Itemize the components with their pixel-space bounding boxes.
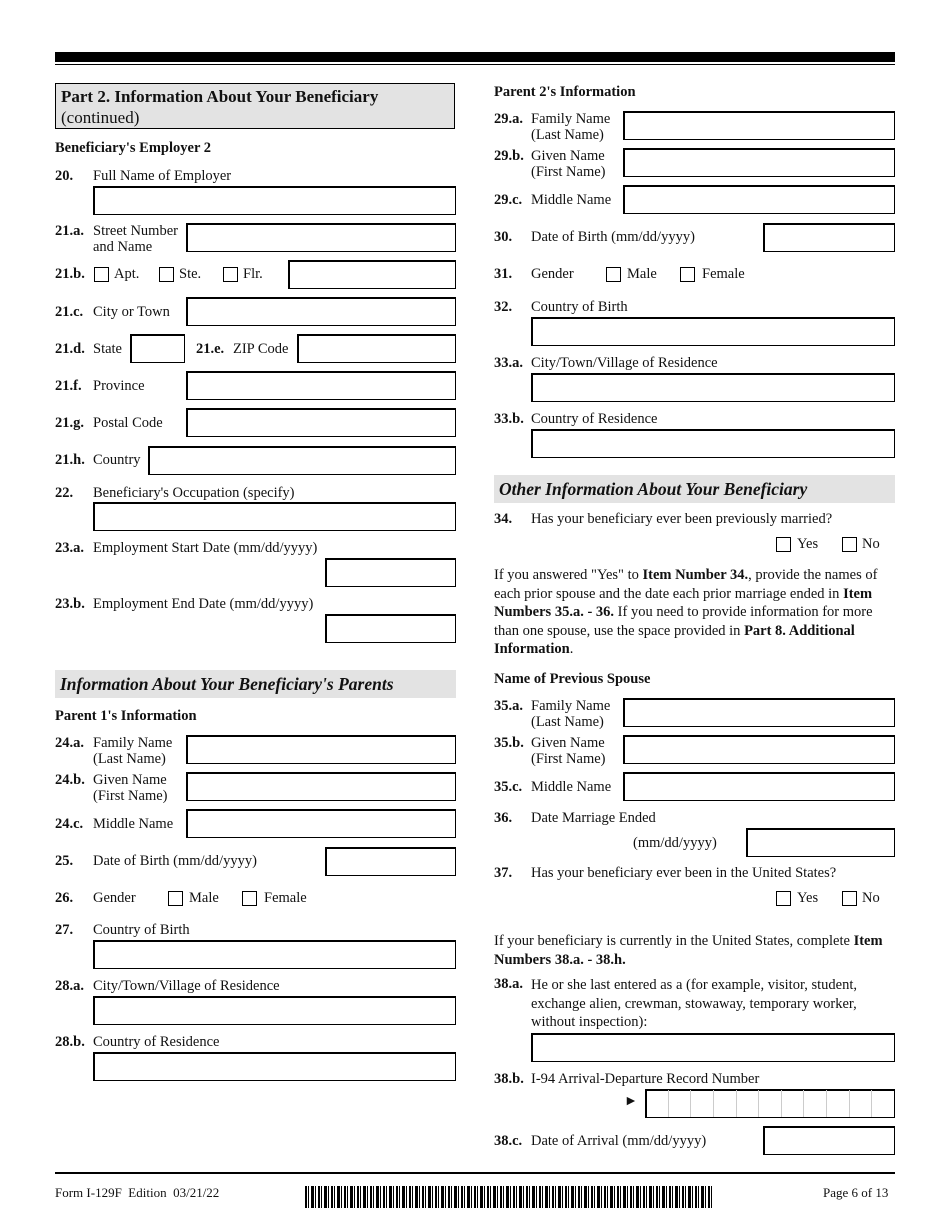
parent1-female-label: Female xyxy=(264,890,307,906)
postal-code-field[interactable] xyxy=(186,408,456,437)
i94-number-field[interactable] xyxy=(645,1089,895,1118)
q37-yes-checkbox[interactable] xyxy=(776,891,791,906)
q29b-label-2: (First Name) xyxy=(531,164,606,180)
q27-label: Country of Birth xyxy=(93,922,190,938)
parent1-country-birth-field[interactable] xyxy=(93,940,456,969)
q25-label: Date of Birth (mm/dd/yyyy) xyxy=(93,853,257,869)
q36-format: (mm/dd/yyyy) xyxy=(633,835,717,851)
parent1-male-checkbox[interactable] xyxy=(168,891,183,906)
q34-yes-label: Yes xyxy=(797,536,819,552)
q21h-number: 21.h. xyxy=(55,452,85,468)
parents-heading: Information About Your Beneficiary's Parents xyxy=(55,670,456,698)
parent1-city-residence-field[interactable] xyxy=(93,996,456,1025)
q34-instructions: If you answered "Yes" to Item Number 34., provide the names of each prior spouse and the date each prior marriage ended in Item Numbers 35.a. - 36. If you need to provide information for more than one spouse, use the space provided in Part 8. Additional Information. xyxy=(494,567,878,657)
parent2-country-residence-field[interactable] xyxy=(531,429,895,458)
parent2-country-birth-field[interactable] xyxy=(531,317,895,346)
parent2-given-name-field[interactable] xyxy=(623,148,895,177)
q32-number: 32. xyxy=(494,299,513,315)
q26-label: Gender xyxy=(93,890,136,906)
parent1-given-name-field[interactable] xyxy=(186,772,456,801)
q28a-label: City/Town/Village of Residence xyxy=(93,978,280,994)
top-rule-thin xyxy=(55,64,895,65)
flr-checkbox[interactable] xyxy=(223,267,238,282)
part-title: Part 2. Information About Your Beneficiary xyxy=(61,87,379,106)
q21f-label: Province xyxy=(93,378,145,394)
q33b-label: Country of Residence xyxy=(531,411,658,427)
q36-number: 36. xyxy=(494,810,513,826)
q38a-label: He or she last entered as a (for example, visitor, student, exchange alien, crewman, stowaway, temporary worker, without inspection): xyxy=(531,977,857,1030)
zip-field[interactable] xyxy=(297,334,456,363)
parent2-dob-field[interactable] xyxy=(763,223,895,252)
parent1-heading: Parent 1's Information xyxy=(55,708,197,724)
q21a-label-1: Street Number xyxy=(93,223,178,239)
parent1-male-label: Male xyxy=(189,890,219,906)
end-date-field[interactable] xyxy=(325,614,456,643)
q24b-number: 24.b. xyxy=(55,772,85,788)
q28a-number: 28.a. xyxy=(55,978,84,994)
flr-label: Flr. xyxy=(243,266,263,282)
spouse-given-name-field[interactable] xyxy=(623,735,895,764)
q24b-label-2: (First Name) xyxy=(93,788,168,804)
q24c-number: 24.c. xyxy=(55,816,84,832)
q35b-label-2: (First Name) xyxy=(531,751,606,767)
q38a-number: 38.a. xyxy=(494,976,523,992)
q21h-label: Country xyxy=(93,452,141,468)
q21d-number: 21.d. xyxy=(55,341,85,357)
q23a-label: Employment Start Date (mm/dd/yyyy) xyxy=(93,540,318,556)
parent2-family-name-field[interactable] xyxy=(623,111,895,140)
q29b-label-1: Given Name xyxy=(531,148,605,164)
q21f-number: 21.f. xyxy=(55,378,82,394)
q34-label: Has your beneficiary ever been previously married? xyxy=(531,511,833,527)
unit-number-field[interactable] xyxy=(288,260,456,289)
q37-no-checkbox[interactable] xyxy=(842,891,857,906)
apt-label: Apt. xyxy=(114,266,140,282)
entry-status-field[interactable] xyxy=(531,1033,895,1062)
page-number: Page 6 of 13 xyxy=(823,1185,889,1200)
q34-no-label: No xyxy=(862,536,880,552)
q29a-label-2: (Last Name) xyxy=(531,127,604,143)
part-header xyxy=(55,83,455,129)
q21e-label: ZIP Code xyxy=(233,341,289,357)
q21c-number: 21.c. xyxy=(55,304,84,320)
form-edition: Form I-129F Edition 03/21/22 xyxy=(55,1185,220,1200)
parent1-female-checkbox[interactable] xyxy=(242,891,257,906)
q24c-label: Middle Name xyxy=(93,816,174,832)
q20-number: 20. xyxy=(55,168,74,184)
parent2-male-checkbox[interactable] xyxy=(606,267,621,282)
parent1-family-name-field[interactable] xyxy=(186,735,456,764)
q38c-label: Date of Arrival (mm/dd/yyyy) xyxy=(531,1133,707,1149)
q23b-number: 23.b. xyxy=(55,596,85,612)
parent2-female-label: Female xyxy=(702,266,745,282)
q24a-label-2: (Last Name) xyxy=(93,751,166,767)
parent1-middle-name-field[interactable] xyxy=(186,809,456,838)
q37-yes-label: Yes xyxy=(797,890,819,906)
q37-instructions: If your beneficiary is currently in the United States, complete Item Numbers 38.a. - 38.h. xyxy=(494,933,883,968)
q37-no-label: No xyxy=(862,890,880,906)
q21e-number: 21.e. xyxy=(196,341,225,357)
parent2-city-residence-field[interactable] xyxy=(531,373,895,402)
parent1-dob-field[interactable] xyxy=(325,847,456,876)
q22-label: Beneficiary's Occupation (specify) xyxy=(93,485,295,501)
q33a-number: 33.a. xyxy=(494,355,523,371)
q24a-label-1: Family Name xyxy=(93,735,173,751)
q21a-label-2: and Name xyxy=(93,239,153,255)
arrow-icon: ► xyxy=(624,1094,638,1109)
q28b-number: 28.b. xyxy=(55,1034,85,1050)
q35a-label-2: (Last Name) xyxy=(531,714,604,730)
q30-number: 30. xyxy=(494,229,513,245)
q30-label: Date of Birth (mm/dd/yyyy) xyxy=(531,229,695,245)
state-field[interactable] xyxy=(130,334,185,363)
parent2-heading: Parent 2's Information xyxy=(494,84,636,100)
other-info-heading: Other Information About Your Beneficiary xyxy=(494,475,895,503)
q29c-label: Middle Name xyxy=(531,192,612,208)
barcode xyxy=(305,1186,713,1208)
arrival-date-field[interactable] xyxy=(763,1126,895,1155)
employer2-heading: Beneficiary's Employer 2 xyxy=(55,140,211,156)
q28b-label: Country of Residence xyxy=(93,1034,220,1050)
q38b-number: 38.b. xyxy=(494,1071,524,1087)
ste-checkbox[interactable] xyxy=(159,267,174,282)
parent2-female-checkbox[interactable] xyxy=(680,267,695,282)
q32-label: Country of Birth xyxy=(531,299,628,315)
spouse-family-name-field[interactable] xyxy=(623,698,895,727)
q26-number: 26. xyxy=(55,890,74,906)
previous-spouse-heading: Name of Previous Spouse xyxy=(494,671,651,687)
q36-label: Date Marriage Ended xyxy=(531,810,656,826)
q21c-label: City or Town xyxy=(93,304,170,320)
parent2-middle-name-field[interactable] xyxy=(623,185,895,214)
q24b-label-1: Given Name xyxy=(93,772,167,788)
q34-no-checkbox[interactable] xyxy=(842,537,857,552)
q20-label: Full Name of Employer xyxy=(93,168,232,184)
q21d-label: State xyxy=(93,341,122,357)
q31-number: 31. xyxy=(494,266,513,282)
q31-label: Gender xyxy=(531,266,574,282)
q35c-label: Middle Name xyxy=(531,779,612,795)
q35b-label-1: Given Name xyxy=(531,735,605,751)
q35c-number: 35.c. xyxy=(494,779,523,795)
q29c-number: 29.c. xyxy=(494,192,523,208)
marriage-ended-date-field[interactable] xyxy=(746,828,895,857)
q22-number: 22. xyxy=(55,485,74,501)
q21g-label: Postal Code xyxy=(93,415,163,431)
q34-yes-checkbox[interactable] xyxy=(776,537,791,552)
q35b-number: 35.b. xyxy=(494,735,524,751)
province-field[interactable] xyxy=(186,371,456,400)
q37-number: 37. xyxy=(494,865,513,881)
apt-checkbox[interactable] xyxy=(94,267,109,282)
q38c-number: 38.c. xyxy=(494,1133,523,1149)
country-field[interactable] xyxy=(148,446,456,475)
q27-number: 27. xyxy=(55,922,74,938)
q33a-label: City/Town/Village of Residence xyxy=(531,355,718,371)
q23b-label: Employment End Date (mm/dd/yyyy) xyxy=(93,596,314,612)
street-field[interactable] xyxy=(186,223,456,252)
q37-label: Has your beneficiary ever been in the United States? xyxy=(531,865,837,881)
start-date-field[interactable] xyxy=(325,558,456,587)
occupation-field[interactable] xyxy=(93,502,456,531)
q23a-number: 23.a. xyxy=(55,540,84,556)
city-field[interactable] xyxy=(186,297,456,326)
bottom-rule xyxy=(55,1172,895,1174)
q29b-number: 29.b. xyxy=(494,148,524,164)
q38b-label: I-94 Arrival-Departure Record Number xyxy=(531,1071,760,1087)
q35a-number: 35.a. xyxy=(494,698,523,714)
q29a-label-1: Family Name xyxy=(531,111,611,127)
q34-number: 34. xyxy=(494,511,513,527)
top-rule xyxy=(55,52,895,62)
q35a-label-1: Family Name xyxy=(531,698,611,714)
q21g-number: 21.g. xyxy=(55,415,84,431)
q21a-number: 21.a. xyxy=(55,223,84,239)
q25-number: 25. xyxy=(55,853,74,869)
parent1-country-residence-field[interactable] xyxy=(93,1052,456,1081)
employer-name-field[interactable] xyxy=(93,186,456,215)
spouse-middle-name-field[interactable] xyxy=(623,772,895,801)
q24a-number: 24.a. xyxy=(55,735,84,751)
parent2-male-label: Male xyxy=(627,266,657,282)
q21b-number: 21.b. xyxy=(55,266,85,282)
q33b-number: 33.b. xyxy=(494,411,524,427)
q29a-number: 29.a. xyxy=(494,111,523,127)
ste-label: Ste. xyxy=(179,266,202,282)
part-continued: (continued) xyxy=(61,108,140,127)
